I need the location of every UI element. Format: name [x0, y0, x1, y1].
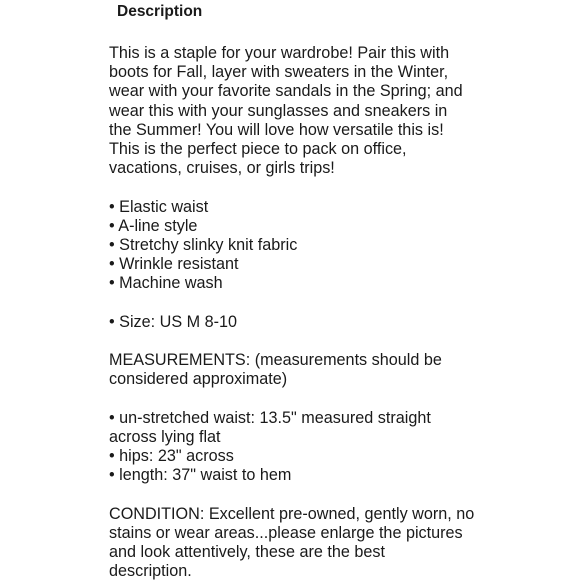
measurement-line: across lying flat	[109, 428, 221, 446]
size-line	[109, 313, 469, 332]
feature-item: • Elastic waist	[109, 197, 209, 216]
paragraph-spacer	[109, 178, 469, 197]
measurements-line: MEASUREMENTS: (measurements should be	[109, 351, 442, 370]
intro-line: This is the perfect piece to pack on office,	[109, 140, 407, 159]
condition-paragraph	[109, 504, 475, 582]
feature-item: • Stretchy slinky knit fabric	[109, 236, 298, 255]
features-list	[109, 198, 469, 294]
description-body	[109, 44, 475, 582]
paragraph-spacer	[109, 294, 469, 313]
intro-line: vacations, cruises, or girls trips!	[109, 159, 335, 178]
measurements-line: considered approximate)	[109, 370, 288, 389]
intro-paragraph	[109, 44, 469, 178]
feature-item: • A-line style	[109, 216, 198, 235]
measurements-heading	[109, 351, 469, 389]
condition-line: CONDITION: Excellent pre-owned, gently worn, no	[109, 504, 475, 523]
paragraph-spacer	[109, 332, 469, 351]
measurement-line: • hips: 23" across	[109, 447, 234, 466]
intro-line: This is a staple for your wardrobe! Pair this with	[109, 44, 450, 62]
paragraph-spacer	[109, 486, 469, 505]
intro-line: wear with your favorite sandals in the Spring; and	[109, 82, 463, 101]
condition-line: description.	[109, 562, 192, 581]
condition-line: stains or wear areas...please enlarge the pictures	[109, 524, 463, 542]
intro-line: wear this with your sunglasses and sneakers in	[109, 101, 448, 120]
measurement-line: • length: 37" waist to hem	[109, 466, 292, 485]
measurement-items	[109, 409, 469, 486]
size-item: • Size: US M 8-10	[109, 312, 238, 331]
measurement-line: • un-stretched waist: 13.5" measured straight	[109, 408, 431, 427]
intro-line: boots for Fall, layer with sweaters in the Winter,	[109, 63, 449, 82]
description-heading: Description	[117, 3, 203, 20]
paragraph-spacer	[109, 390, 469, 409]
feature-item: • Machine wash	[109, 274, 223, 293]
intro-line: the Summer! You will love how versatile this is!	[109, 120, 444, 139]
feature-item: • Wrinkle resistant	[109, 255, 239, 274]
condition-line: and look attentively, these are the best	[109, 543, 385, 562]
